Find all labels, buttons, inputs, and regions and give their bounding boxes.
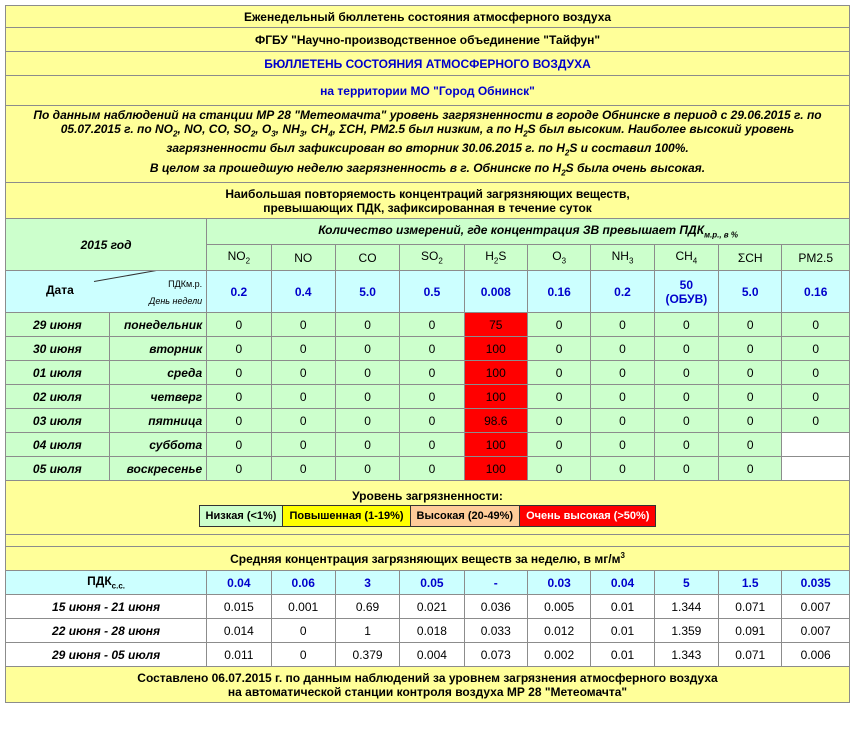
week-period: 22 июня - 28 июня bbox=[6, 619, 207, 643]
value-cell: 0 bbox=[591, 409, 654, 433]
table-row bbox=[6, 595, 850, 619]
pdk-ss-value: 0.04 bbox=[207, 571, 271, 595]
row-date: 04 июля bbox=[6, 433, 110, 457]
value-cell: 0 bbox=[591, 361, 654, 385]
pdk-mr-value: 0.008 bbox=[464, 271, 527, 313]
value-cell: 0 bbox=[335, 457, 399, 481]
pollutant-header: $CH_4$ bbox=[654, 245, 718, 271]
value-cell: 0 bbox=[591, 457, 654, 481]
table-row bbox=[6, 361, 850, 385]
pdk-mr-value: 0.16 bbox=[527, 271, 590, 313]
pollutant-header: $SO_2$ bbox=[400, 245, 464, 271]
row-date: 29 июня bbox=[6, 313, 110, 337]
value-cell: 0 bbox=[400, 409, 464, 433]
pollutant-header: ΣCH bbox=[719, 245, 782, 271]
weekly-rows bbox=[6, 595, 850, 667]
value-cell: 100 bbox=[464, 385, 527, 409]
avg-value-cell: 0.036 bbox=[464, 595, 527, 619]
pollutant-header: $O_3$ bbox=[527, 245, 590, 271]
row-date: 03 июля bbox=[6, 409, 110, 433]
avg-value-cell: 0.012 bbox=[527, 619, 590, 643]
value-cell bbox=[782, 433, 850, 457]
value-cell: 0 bbox=[719, 457, 782, 481]
value-cell: 0 bbox=[782, 385, 850, 409]
avg-value-cell: 0.01 bbox=[591, 619, 654, 643]
value-cell: 0 bbox=[654, 433, 718, 457]
avg-value-cell: 0 bbox=[271, 619, 335, 643]
avg-value-cell: 0.01 bbox=[591, 595, 654, 619]
legend-low: Низкая (<1%) bbox=[200, 506, 284, 526]
value-cell: 0 bbox=[527, 433, 590, 457]
value-cell: 0 bbox=[527, 409, 590, 433]
value-cell: 0 bbox=[654, 313, 718, 337]
value-cell: 0 bbox=[719, 337, 782, 361]
value-cell: 0 bbox=[719, 385, 782, 409]
week-period: 15 июня - 21 июня bbox=[6, 595, 207, 619]
avg-value-cell: 0.379 bbox=[335, 643, 399, 667]
bulletin-table bbox=[5, 5, 850, 703]
value-cell: 0 bbox=[400, 313, 464, 337]
value-cell: 0 bbox=[591, 313, 654, 337]
avg-value-cell: 1 bbox=[335, 619, 399, 643]
pdk-ss-value: 1.5 bbox=[719, 571, 782, 595]
pdk-ss-row bbox=[6, 571, 850, 595]
value-cell: 0 bbox=[271, 433, 335, 457]
value-cell: 0 bbox=[719, 313, 782, 337]
pdk-mr-value: 5.0 bbox=[335, 271, 399, 313]
avg-value-cell: 0.071 bbox=[719, 595, 782, 619]
value-cell: 0 bbox=[782, 337, 850, 361]
value-cell: 0 bbox=[207, 337, 271, 361]
value-cell: 0 bbox=[400, 337, 464, 361]
value-cell: 75 bbox=[464, 313, 527, 337]
value-cell: 0 bbox=[400, 433, 464, 457]
year-label: 2015 год bbox=[6, 219, 207, 271]
pdk-mr-value: 5.0 bbox=[719, 271, 782, 313]
table-row bbox=[6, 385, 850, 409]
pdk-mr-value: 50 (ОБУВ) bbox=[654, 271, 718, 313]
value-cell: 0 bbox=[335, 337, 399, 361]
value-cell: 100 bbox=[464, 457, 527, 481]
avg-value-cell: 0.01 bbox=[591, 643, 654, 667]
value-cell: 0 bbox=[591, 385, 654, 409]
week-period: 29 июня - 05 июля bbox=[6, 643, 207, 667]
value-cell: 0 bbox=[335, 409, 399, 433]
value-cell: 0 bbox=[591, 433, 654, 457]
value-cell: 0 bbox=[527, 337, 590, 361]
avg-value-cell: 0.073 bbox=[464, 643, 527, 667]
avg-value-cell: 0 bbox=[271, 643, 335, 667]
value-cell: 0 bbox=[207, 385, 271, 409]
avg-value-cell: 0.002 bbox=[527, 643, 590, 667]
value-cell: 0 bbox=[400, 385, 464, 409]
pdk-mr-value: 0.16 bbox=[782, 271, 850, 313]
value-cell: 0 bbox=[271, 337, 335, 361]
avg-value-cell: 0.011 bbox=[207, 643, 271, 667]
pdk-mr-value: 0.2 bbox=[207, 271, 271, 313]
date-column-header bbox=[6, 271, 207, 313]
summary-text: По данным наблюдений на станции МР 28 "Метеомачта" уровень загрязненности в городе Обнинске в период с 29.06.2015 г. по 05.07.2015 г. по $NO_2$, NO, CO, $SO_2$, $O_3$, $NH_3$, $CH_4$, ΣCH, PM2.5 был низким, а по $H_2S$ был высоким. Наиболее высокий уровень загрязненности был зафиксирован во вторник 30.06.2015 г. по $H_2S$ и составил 100%. В целом за прошедшую неделю загрязненность в г. Обнинске по $H_2S$ была очень высокая. bbox=[6, 106, 850, 183]
row-date: 05 июля bbox=[6, 457, 110, 481]
value-cell: 0 bbox=[335, 361, 399, 385]
avg-value-cell: 1.343 bbox=[654, 643, 718, 667]
avg-value-cell: 1.359 bbox=[654, 619, 718, 643]
value-cell: 100 bbox=[464, 337, 527, 361]
row-date: 02 июля bbox=[6, 385, 110, 409]
bulletin-heading: БЮЛЛЕТЕНЬ СОСТОЯНИЯ АТМОСФЕРНОГО ВОЗДУХА bbox=[6, 52, 850, 76]
avg-value-cell: 0.007 bbox=[782, 619, 850, 643]
pdk-mr-label: ПДКм.р. bbox=[168, 279, 203, 290]
day-name-label: День недели bbox=[149, 296, 203, 307]
row-day-name: пятница bbox=[109, 409, 207, 433]
value-cell: 0 bbox=[527, 385, 590, 409]
legend-high: Высокая (20-49%) bbox=[411, 506, 521, 526]
avg-value-cell: 0.021 bbox=[400, 595, 464, 619]
value-cell: 0 bbox=[271, 385, 335, 409]
legend-elevated: Повышенная (1-19%) bbox=[283, 506, 410, 526]
value-cell: 0 bbox=[527, 361, 590, 385]
value-cell: 0 bbox=[400, 457, 464, 481]
pdk-ss-value: 0.035 bbox=[782, 571, 850, 595]
section2-title: Средняя концентрация загрязняющих веществ за неделю, в $мг/м^3$ bbox=[6, 547, 850, 571]
value-cell: 0 bbox=[271, 457, 335, 481]
row-date: 01 июля bbox=[6, 361, 110, 385]
value-cell: 0 bbox=[654, 457, 718, 481]
pollutant-header: $NH_3$ bbox=[591, 245, 654, 271]
avg-value-cell: 0.033 bbox=[464, 619, 527, 643]
pollutant-header: $H_2S$ bbox=[464, 245, 527, 271]
pdk-ss-value: 0.04 bbox=[591, 571, 654, 595]
pdk-row bbox=[6, 271, 850, 313]
value-cell: 0 bbox=[591, 337, 654, 361]
avg-value-cell: 1.344 bbox=[654, 595, 718, 619]
value-cell: 100 bbox=[464, 361, 527, 385]
avg-value-cell: 0.018 bbox=[400, 619, 464, 643]
value-cell: 0 bbox=[527, 457, 590, 481]
table-row bbox=[6, 337, 850, 361]
value-cell: 0 bbox=[654, 385, 718, 409]
pdk-ss-value: 0.05 bbox=[400, 571, 464, 595]
value-cell: 0 bbox=[782, 313, 850, 337]
value-cell: 0 bbox=[271, 361, 335, 385]
avg-value-cell: 0.071 bbox=[719, 643, 782, 667]
value-cell: 0 bbox=[207, 361, 271, 385]
value-cell: 0 bbox=[335, 385, 399, 409]
pdk-ss-label: $ПДК_{с.с.}$ bbox=[6, 571, 207, 595]
value-cell: 0 bbox=[207, 433, 271, 457]
avg-value-cell: 0.004 bbox=[400, 643, 464, 667]
table-row bbox=[6, 457, 850, 481]
value-cell: 0 bbox=[719, 361, 782, 385]
value-cell: 0 bbox=[719, 433, 782, 457]
value-cell: 0 bbox=[654, 361, 718, 385]
value-cell: 0 bbox=[400, 361, 464, 385]
pdk-ss-value: 5 bbox=[654, 571, 718, 595]
table-row bbox=[6, 313, 850, 337]
legend-title: Уровень загрязненности: bbox=[352, 488, 503, 503]
pdk-mr-value: 0.4 bbox=[271, 271, 335, 313]
pollutant-header: NO bbox=[271, 245, 335, 271]
row-day-name: среда bbox=[109, 361, 207, 385]
row-day-name: суббота bbox=[109, 433, 207, 457]
date-label: Дата bbox=[46, 283, 74, 298]
pdk-ss-value: - bbox=[464, 571, 527, 595]
bulletin-sheet bbox=[5, 5, 850, 703]
value-cell: 0 bbox=[335, 313, 399, 337]
avg-value-cell: 0.015 bbox=[207, 595, 271, 619]
bulletin-title: Еженедельный бюллетень состояния атмосферного воздуха bbox=[6, 6, 850, 28]
value-cell: 0 bbox=[782, 361, 850, 385]
avg-value-cell: 0.69 bbox=[335, 595, 399, 619]
value-cell: 98.6 bbox=[464, 409, 527, 433]
pdk-mr-value: 0.5 bbox=[400, 271, 464, 313]
table-row bbox=[6, 643, 850, 667]
value-cell: 0 bbox=[271, 313, 335, 337]
value-cell: 100 bbox=[464, 433, 527, 457]
value-cell: 0 bbox=[207, 313, 271, 337]
territory-label: на территории МО "Город Обнинск" bbox=[6, 76, 850, 106]
value-cell: 0 bbox=[207, 457, 271, 481]
value-cell: 0 bbox=[527, 313, 590, 337]
avg-value-cell: 0.006 bbox=[782, 643, 850, 667]
footer-note: Составлено 06.07.2015 г. по данным наблюдений за уровнем загрязнения атмосферного воздуха на автоматической станции контроля воздуха МР 28 "Метеомачта" bbox=[6, 667, 850, 703]
pollutant-header: PM2.5 bbox=[782, 245, 850, 271]
value-cell: 0 bbox=[654, 337, 718, 361]
table-row bbox=[6, 433, 850, 457]
avg-value-cell: 0.007 bbox=[782, 595, 850, 619]
section1-title: Наибольшая повторяемость концентраций загрязняющих веществ, превышающих ПДК, зафиксированная в течение суток bbox=[6, 183, 850, 219]
row-day-name: вторник bbox=[109, 337, 207, 361]
pdk-ss-value: 3 bbox=[335, 571, 399, 595]
daily-rows bbox=[6, 313, 850, 481]
row-day-name: понедельник bbox=[109, 313, 207, 337]
value-cell: 0 bbox=[271, 409, 335, 433]
value-cell: 0 bbox=[782, 409, 850, 433]
table-row bbox=[6, 409, 850, 433]
legend bbox=[6, 481, 850, 535]
measure-header: Количество измерений, где концентрация ЗВ превышает $ПДК_{м.р., в \%}$ bbox=[207, 219, 850, 245]
value-cell bbox=[782, 457, 850, 481]
row-day-name: воскресенье bbox=[109, 457, 207, 481]
value-cell: 0 bbox=[335, 433, 399, 457]
pdk-ss-value: 0.03 bbox=[527, 571, 590, 595]
spacer bbox=[6, 535, 850, 547]
legend-very-high: Очень высокая (>50%) bbox=[520, 506, 655, 526]
avg-value-cell: 0.001 bbox=[271, 595, 335, 619]
avg-value-cell: 0.014 bbox=[207, 619, 271, 643]
value-cell: 0 bbox=[719, 409, 782, 433]
legend-swatches bbox=[199, 505, 657, 527]
avg-value-cell: 0.005 bbox=[527, 595, 590, 619]
row-day-name: четверг bbox=[109, 385, 207, 409]
pollutant-header: CO bbox=[335, 245, 399, 271]
row-date: 30 июня bbox=[6, 337, 110, 361]
avg-value-cell: 0.091 bbox=[719, 619, 782, 643]
pdk-mr-value: 0.2 bbox=[591, 271, 654, 313]
value-cell: 0 bbox=[207, 409, 271, 433]
pdk-ss-value: 0.06 bbox=[271, 571, 335, 595]
value-cell: 0 bbox=[654, 409, 718, 433]
pollutant-header: $NO_2$ bbox=[207, 245, 271, 271]
table-row bbox=[6, 619, 850, 643]
organization-name: ФГБУ "Научно-производственное объединение "Тайфун" bbox=[6, 28, 850, 52]
